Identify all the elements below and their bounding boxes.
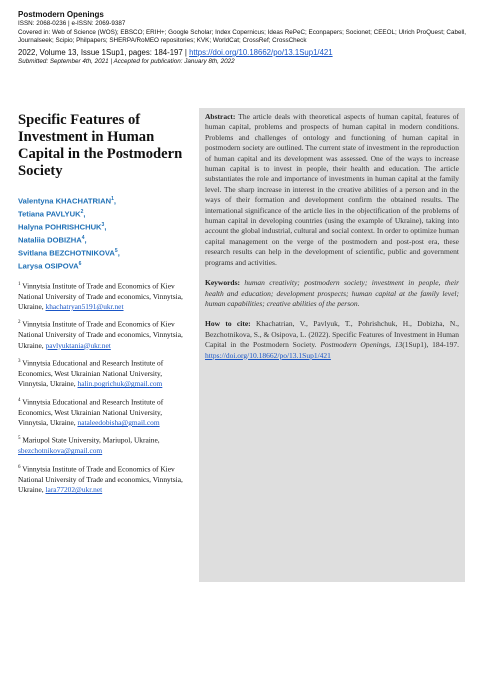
keywords-text: human creativity; postmodern society; investment in people, their health and education; development prospects; human capital at the family level; human capabilities; creative abilities of the person. [205,278,459,308]
affiliation-number: 5 [18,436,21,442]
affiliation-text: Vinnytsia Institute of Trade and Economics of Kiev National University of Trade and economics, Vinnytsia, Ukraine, [18,319,183,350]
citation-doi-link[interactable]: https://doi.org/10.18662/po/13.1Sup1/421 [205,350,331,360]
author-name: Nataliia DOBIZHA [18,235,82,245]
author-separator: , [83,209,86,219]
author-name: Valentyna KHACHATRIAN [18,196,112,206]
doi-link[interactable]: https://doi.org/10.18662/po/13.1Sup1/421 [189,48,333,57]
author [18,207,188,220]
how-to-cite-label: How to cite: [205,319,251,329]
affiliation [18,434,188,456]
author-separator: , [113,196,117,206]
affiliation-number: 3 [18,359,21,364]
author-name: Svitlana BEZCHOTNIKOVA [18,248,115,258]
author [18,194,188,207]
keywords-label: Keywords: [205,278,240,288]
submission-dates: Submitted: September 4th, 2021 | Accepted for publication: January 8th, 2022 [18,58,235,65]
article-title: Specific Features of Investment in Human Capital in the Postmodern Society [18,112,183,179]
affiliation-text: Vinnytsia Educational and Research Institute of Economics, West Ukrainian National University, Vinnytsia, Ukraine, [18,358,164,389]
affiliation-number: 4 [18,397,21,403]
affiliation-number: 6 [18,464,21,470]
affiliation-email-link[interactable]: nataleedobisha@gmail.com [77,417,160,427]
abstract [205,112,459,268]
issue-line [18,48,468,58]
author-separator: , [84,235,87,245]
author [18,259,188,272]
affiliation-text: Mariupol State University, Mariupol, Ukraine, [22,435,160,445]
affiliation-text: Vinnytsia Institute of Trade and Economics of Kiev National University of Trade and economics, Vinnytsia, Ukraine, [18,281,183,311]
abstract-label: Abstract: [205,112,236,121]
affiliation [18,463,188,496]
author [18,246,188,259]
issue-info: 2022, Volume 13, Issue 1Sup1, pages: 184-197 | [18,48,187,57]
author-name: Halyna POHRISHCHUK [18,222,102,232]
author-name: Larysa OSIPOVA [18,261,79,271]
issn-line: ISSN: 2068-0236 | e-ISSN: 2069-9387 [18,20,126,27]
affiliation-email-link[interactable]: sbezchotnikova@gmail.com [18,446,103,456]
author [18,233,188,246]
journal-name: Postmodern Openings [18,10,104,19]
affiliation-number: 2 [18,320,21,326]
citation-text: Khachatrian, V., Pavlyuk, T., Pohrishchuk, H., Dobizha, N., Bezchotnikova, S., & Osipova, L. (2022). Specific Features of Investment in Human Capital in the Postmodern Society. [205,319,459,350]
indexing-line: Covered in: Web of Science (WOS); EBSCO; ERIH+; Google Scholar; Index Copernicus; Ideas RePeC; Econpapers; Socionet; CEEOL; Ulrich ProQuest; Cabell, Journalseek; Scipio; Philpapers; SHERPA/RoMEO repositories; KVK; WorldCat; CrossRef; CrossCheck [18,29,467,44]
affiliation-email-link[interactable]: pavlyuktania@ukr.net [45,340,111,350]
abstract-text: The article deals with theoretical aspects of human capital, features of human capital, problems and prospects of human capital in modern conditions. Problems and challenges of ontology and functioning of human capital in postmodern society are outlined. The current state of investment in the reproduction of human capital and its development was assessed. One of the ways to increase human capital is to invest in people, their health and education. The article substantiates the role and importance of investments in human capital at the family level. The sharp increase in interest in the creative abilities of a person and in the ways of their formation and development confirm the obtained results. The international significance of the article lies in the objectification of the problems of human capital in developing countries (using the example of Ukraine), taking into account the global industrial, cultural and social context. In order to optimize human capital management on the verge of the postmodern and post-post era, these research results can help in the development of scientific, public and government programs and activities. [205,112,459,267]
author-affiliation-number: 6 [78,260,82,267]
abstract-box [199,108,465,582]
affiliation [18,280,188,313]
author [18,220,188,233]
affiliation-email-link[interactable]: halin.pogrichuk@gmail.com [77,379,163,389]
affiliation [18,318,188,351]
author-separator: , [117,248,120,258]
affiliation-text: Vinnytsia Institute of Trade and Economics of Kiev National University of Trade and economics, Vinnytsia, Ukraine, [18,464,183,494]
author-affiliation-number: 4 [81,234,85,241]
affiliation-email-link[interactable]: khachatryan5191@ukr.net [45,301,124,311]
affiliation-list [18,280,188,496]
author-affiliation-number: 3 [101,221,105,228]
affiliation [18,396,188,429]
affiliation-number: 1 [18,281,21,287]
affiliation [18,357,188,390]
left-column [18,112,188,501]
citation-journal: Postmodern Openings, 13 [320,340,403,350]
affiliation-text: Vinnytsia Educational and Research Institute of Economics, West Ukrainian National University, Vinnytsia, Ukraine, [18,397,164,427]
author-affiliation-number: 2 [80,208,84,215]
author-affiliation-number: 1 [111,196,114,202]
author-name: Tetiana PAVLYUK [18,209,81,219]
how-to-cite [205,319,459,361]
author-list [18,194,188,272]
author-affiliation-number: 5 [114,247,118,254]
citation-pages: (1Sup1), 184-197. [402,340,459,350]
keywords [205,278,459,309]
affiliation-email-link[interactable]: lara77202@ukr.net [45,484,103,494]
journal-header [18,10,468,66]
author-separator: , [104,222,107,232]
